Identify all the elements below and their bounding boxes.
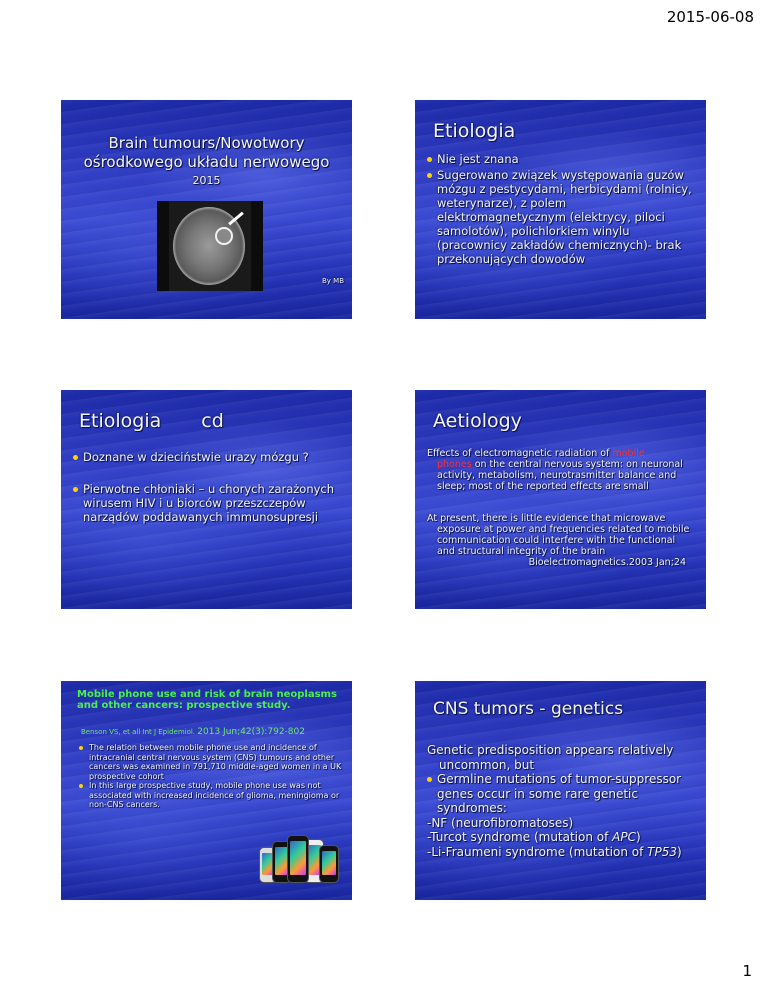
mobile-phones-image xyxy=(259,831,341,883)
syndrome-li-fraumeni xyxy=(427,845,696,860)
genetics-line-1-continued: uncommon, but xyxy=(439,757,535,772)
paragraph-1-continued xyxy=(427,459,696,492)
bullet-text: Pierwotne chłoniaki – u chorych zarażonych wirusem HIV i u biorców przeszczepów narządów poddawanych immunosupresji xyxy=(83,482,335,524)
slide-1-title xyxy=(61,134,352,172)
slide-2-title: Etiologia xyxy=(433,120,516,142)
slide-6 xyxy=(415,681,706,900)
turcot-prefix: -Turcot syndrome (mutation of xyxy=(427,830,613,844)
slide-3-bullets xyxy=(73,450,342,542)
mri-border-right xyxy=(251,201,263,291)
list-item xyxy=(73,482,342,524)
turcot-suffix: ) xyxy=(636,830,641,844)
li-fraumeni-gene: TP53 xyxy=(647,844,677,859)
bullet-icon xyxy=(427,777,432,782)
list-item xyxy=(427,168,696,266)
genetics-line-1: Genetic predisposition appears relatively xyxy=(427,743,674,757)
syndrome-nf: -NF (neurofibromatoses) xyxy=(427,815,574,830)
highlight-phones: phones xyxy=(437,459,472,470)
slide-6-body xyxy=(427,743,696,859)
slide-4 xyxy=(415,390,706,609)
bullet-text: The relation between mobile phone use and incidence of intracranial central nervous system (CNS) tumours and other cancers was examined in 791,710 middle-aged women in a UK prospective cohort xyxy=(89,743,342,781)
highlight-mobile: mobile xyxy=(612,448,645,459)
mri-lesion xyxy=(215,227,233,245)
print-date: 2015-06-08 xyxy=(666,8,754,26)
slide-6-title: CNS tumors - genetics xyxy=(433,699,624,719)
slide-3-title-suffix: cd xyxy=(201,410,224,432)
bullet-icon xyxy=(73,487,78,492)
list-item xyxy=(79,743,344,781)
bullet-icon xyxy=(73,455,78,460)
paragraph-2-line-1: At present, there is little evidence that microwave xyxy=(427,513,666,524)
slide-4-citation: Bioelectromagnetics.2003 Jan;24 xyxy=(528,557,686,568)
slide-2 xyxy=(415,100,706,319)
slide-3-title-main: Etiologia xyxy=(79,410,162,432)
phone-icon xyxy=(319,845,339,883)
phone-screen xyxy=(290,841,306,875)
mri-border-left xyxy=(157,201,169,291)
page-number: 1 xyxy=(742,962,752,980)
phone-icon xyxy=(287,835,309,883)
list-item xyxy=(79,781,344,810)
turcot-gene: APC xyxy=(612,830,636,844)
bullet-text: Nie jest znana xyxy=(437,152,519,166)
bullet-text: In this large prospective study, mobile phone use was not associated with increased incidence of glioma, meningioma or non-CNS cancers. xyxy=(89,781,340,809)
slide-5-authors xyxy=(81,727,305,737)
slide-5-heading: Mobile phone use and risk of brain neoplasms and other cancers: prospective study. xyxy=(77,689,337,711)
slide-2-bullets xyxy=(427,152,696,268)
paragraph-1-rest: on the central nervous system: on neuronal activity, metabolism, neurotrasmitter balance and sleep; most of the reported effects are small xyxy=(437,459,683,492)
bullet-icon xyxy=(427,173,432,178)
authors-text: Benson VS, et all Int J Epidemiol. xyxy=(81,728,196,736)
bullet-text: Doznane w dzieciństwie urazy mózgu ? xyxy=(83,450,309,464)
slide-4-title: Aetiology xyxy=(433,410,522,432)
slide-4-paragraph-2 xyxy=(427,513,696,568)
mri-scan-image xyxy=(157,201,263,291)
slide-4-paragraph-1 xyxy=(427,448,696,492)
slide-3 xyxy=(61,390,352,609)
publication-year: 2013 Jun;42(3):792-802 xyxy=(197,727,305,737)
slide-1-title-line-1: Brain tumours/Nowotwory xyxy=(108,134,305,152)
paragraph-1-start: Effects of electromagnetic radiation of xyxy=(427,448,613,459)
bullet-icon xyxy=(79,784,83,788)
li-fraumeni-suffix: ) xyxy=(676,844,682,859)
slide-5 xyxy=(61,681,352,900)
list-item xyxy=(73,450,342,464)
paragraph-1-line-1 xyxy=(427,448,696,459)
bullet-text: Germline mutations of tumor-suppressor genes occur in some rare genetic syndromes: xyxy=(437,772,682,815)
li-fraumeni-prefix: -Li-Fraumeni syndrome (mutation of xyxy=(427,844,648,859)
slide-3-title xyxy=(79,410,224,432)
slide-5-bullets xyxy=(79,743,344,810)
syndrome-turcot xyxy=(427,830,696,845)
bullet-icon xyxy=(79,746,83,750)
paragraph-2-continued: exposure at power and frequencies related to mobile communication could interfere with the functional and structural integrity of the brain xyxy=(437,524,690,557)
bullet-icon xyxy=(427,157,432,162)
genetics-bullet xyxy=(427,772,696,816)
phone-screen xyxy=(322,851,336,875)
slide-1 xyxy=(61,100,352,319)
slide-1-title-line-2: ośrodkowego układu nerwowego xyxy=(83,153,330,171)
slide-1-year: 2015 xyxy=(192,174,221,187)
bullet-text: Sugerowano związek występowania guzów mózgu z pestycydami, herbicydami (rolnicy, weterynarze), z polem elektromagnetycznym (elektrycy, piloci samolotów), polichlorkiem winylu (pracownicy zakładów chemicznych)- brak przekonujących dowodów xyxy=(437,168,692,266)
slide-1-byline: By MB xyxy=(321,277,344,285)
list-item xyxy=(427,152,696,166)
